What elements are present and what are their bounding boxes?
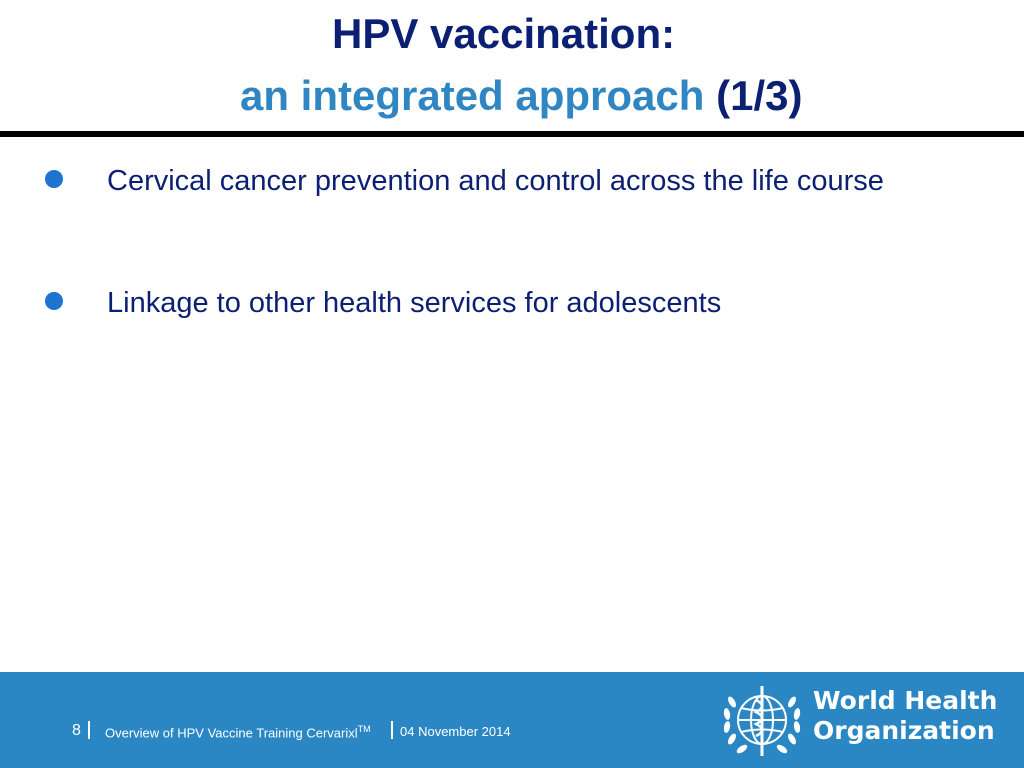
page-number: 8 — [72, 722, 81, 739]
bullet-dot-icon — [45, 292, 63, 310]
title-divider — [0, 131, 1024, 137]
presentation-title — [105, 724, 371, 740]
footer-separator — [88, 721, 90, 739]
organization-name-line-1: World Health — [813, 686, 998, 715]
slide-title — [0, 10, 1024, 130]
slide-footer — [0, 672, 1024, 768]
bullet-text: Linkage to other health services for adolescents — [107, 287, 722, 319]
bullet-dot-icon — [45, 170, 63, 188]
organization-name — [813, 686, 997, 746]
footer-separator — [391, 721, 393, 739]
title-line-1: HPV vaccination: — [332, 10, 676, 57]
title-part-indicator: (1/3) — [716, 72, 803, 119]
organization-name-line-2: Organization — [813, 716, 995, 745]
title-line-2 — [240, 72, 802, 120]
trademark-mark: TM — [357, 724, 371, 734]
who-emblem-icon — [718, 680, 806, 760]
presentation-title-text: Overview of HPV Vaccine Training Cervarixl — [105, 725, 358, 741]
bullet-text: Cervical cancer prevention and control across the life course — [107, 165, 884, 197]
title-subtitle: an integrated approach — [240, 72, 705, 119]
presentation-date: 04 November 2014 — [400, 724, 511, 739]
